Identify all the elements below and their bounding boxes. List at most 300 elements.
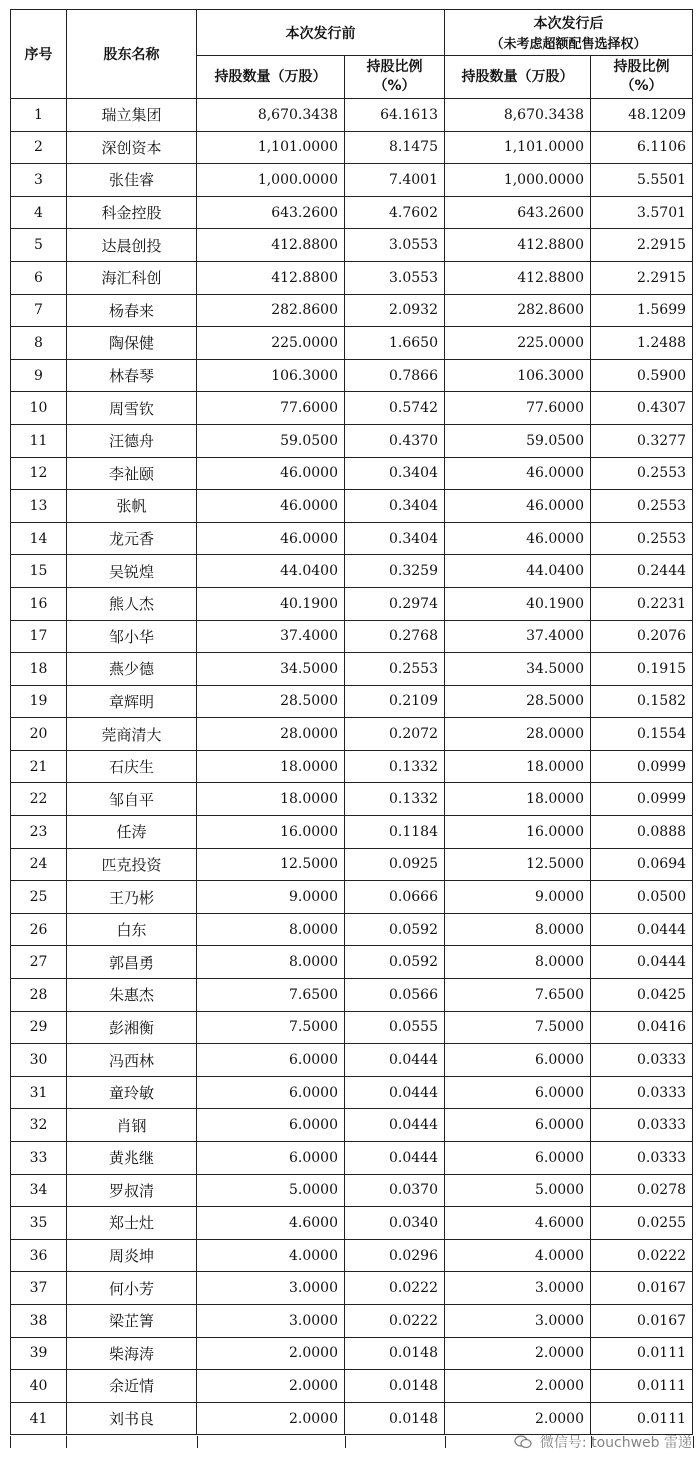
row-index: 35	[11, 1207, 67, 1240]
ratio-after: 0.2076	[591, 620, 693, 653]
shareholder-name: 龙元香	[67, 522, 197, 555]
shareholder-name: 郭昌勇	[67, 946, 197, 979]
table-row	[11, 196, 693, 229]
row-index: 30	[11, 1044, 67, 1077]
row-index: 24	[11, 848, 67, 881]
shareholder-name: 张佳睿	[67, 164, 197, 197]
table-row	[11, 1142, 693, 1175]
ratio-before: 1.6650	[345, 327, 445, 360]
ratio-after: 0.0416	[591, 1011, 693, 1044]
ratio-after: 0.0111	[591, 1402, 693, 1435]
shares-before: 643.2600	[197, 196, 345, 229]
watermark-brand: 雷递	[664, 1435, 692, 1451]
table-row	[11, 261, 693, 294]
table-row	[11, 1207, 693, 1240]
shareholder-name: 李祉颐	[67, 457, 197, 490]
shares-before: 8,670.3438	[197, 99, 345, 132]
table-row	[11, 946, 693, 979]
ratio-after: 1.5699	[591, 294, 693, 327]
shareholder-table	[10, 9, 693, 1435]
ratio-before: 0.0296	[345, 1239, 445, 1272]
shares-after: 37.4000	[445, 620, 591, 653]
shares-after: 18.0000	[445, 783, 591, 816]
header-ratio-line1: 持股比例	[366, 59, 423, 75]
table-row	[11, 164, 693, 197]
shares-after: 225.0000	[445, 327, 591, 360]
shares-after: 46.0000	[445, 522, 591, 555]
shareholder-name: 童玲敏	[67, 1076, 197, 1109]
shareholder-name: 石庆生	[67, 750, 197, 783]
row-index: 36	[11, 1239, 67, 1272]
ratio-before: 0.2768	[345, 620, 445, 653]
ratio-after: 0.4307	[591, 392, 693, 425]
shareholder-name: 周雪钦	[67, 392, 197, 425]
shares-before: 8.0000	[197, 913, 345, 946]
ratio-before: 3.0553	[345, 261, 445, 294]
shares-after: 59.0500	[445, 424, 591, 457]
ratio-before: 0.4370	[345, 424, 445, 457]
ratio-after: 6.1106	[591, 131, 693, 164]
row-index: 7	[11, 294, 67, 327]
row-index: 10	[11, 392, 67, 425]
row-index: 19	[11, 685, 67, 718]
shares-before: 1,000.0000	[197, 164, 345, 197]
ratio-before: 0.2553	[345, 653, 445, 686]
table-row	[11, 1272, 693, 1305]
watermark-text: 微信号: touchweb	[539, 1435, 660, 1451]
shares-after: 6.0000	[445, 1044, 591, 1077]
ratio-after: 0.0333	[591, 1109, 693, 1142]
shareholder-name: 邹自平	[67, 783, 197, 816]
ratio-after: 2.2915	[591, 261, 693, 294]
row-index: 29	[11, 1011, 67, 1044]
shares-before: 282.8600	[197, 294, 345, 327]
ratio-after: 0.0167	[591, 1272, 693, 1305]
shareholder-name: 彭湘衡	[67, 1011, 197, 1044]
row-index: 23	[11, 816, 67, 849]
header-shares-before: 持股数量（万股）	[197, 56, 345, 99]
shares-before: 412.8800	[197, 261, 345, 294]
table-row	[11, 392, 693, 425]
shares-before: 28.5000	[197, 685, 345, 718]
shares-before: 28.0000	[197, 718, 345, 751]
table-row	[11, 750, 693, 783]
ratio-after: 0.1554	[591, 718, 693, 751]
shareholder-name: 肖钢	[67, 1109, 197, 1142]
table-row	[11, 294, 693, 327]
table-row	[11, 1402, 693, 1435]
shareholder-name: 张帆	[67, 490, 197, 523]
shares-after: 40.1900	[445, 587, 591, 620]
table-body	[11, 99, 693, 1435]
ratio-before: 0.0566	[345, 979, 445, 1012]
ratio-before: 0.0555	[345, 1011, 445, 1044]
shares-before: 77.6000	[197, 392, 345, 425]
shares-after: 2.0000	[445, 1402, 591, 1435]
ratio-after: 0.2231	[591, 587, 693, 620]
table-row	[11, 1174, 693, 1207]
shares-after: 16.0000	[445, 816, 591, 849]
table-row	[11, 620, 693, 653]
ratio-after: 0.0167	[591, 1304, 693, 1337]
ratio-after: 0.0444	[591, 946, 693, 979]
table-row	[11, 1011, 693, 1044]
header-ratio-line2: （%）	[620, 78, 663, 94]
row-index: 1	[11, 99, 67, 132]
header-shares-after: 持股数量（万股）	[445, 56, 591, 99]
shares-before: 3.0000	[197, 1304, 345, 1337]
shares-before: 34.5000	[197, 653, 345, 686]
shareholder-name: 余近情	[67, 1370, 197, 1403]
shareholder-name: 瑞立集团	[67, 99, 197, 132]
shares-before: 40.1900	[197, 587, 345, 620]
ratio-after: 0.0999	[591, 750, 693, 783]
ratio-before: 0.0222	[345, 1272, 445, 1305]
shares-before: 8.0000	[197, 946, 345, 979]
row-index: 40	[11, 1370, 67, 1403]
row-index: 3	[11, 164, 67, 197]
table-row	[11, 424, 693, 457]
ratio-before: 0.0148	[345, 1370, 445, 1403]
row-index: 8	[11, 327, 67, 360]
ratio-after: 0.0111	[591, 1337, 693, 1370]
ratio-after: 0.0425	[591, 979, 693, 1012]
shares-after: 34.5000	[445, 653, 591, 686]
shares-after: 2.0000	[445, 1370, 591, 1403]
ratio-after: 2.2915	[591, 229, 693, 262]
table-row	[11, 848, 693, 881]
ratio-before: 0.1184	[345, 816, 445, 849]
table-row	[11, 718, 693, 751]
shareholder-name: 朱惠杰	[67, 979, 197, 1012]
shareholder-name: 周炎坤	[67, 1239, 197, 1272]
ratio-after: 0.0500	[591, 881, 693, 914]
shareholder-name: 深创资本	[67, 131, 197, 164]
table-row	[11, 881, 693, 914]
shares-after: 1,101.0000	[445, 131, 591, 164]
shares-after: 46.0000	[445, 457, 591, 490]
shareholder-name: 汪德舟	[67, 424, 197, 457]
shares-before: 3.0000	[197, 1272, 345, 1305]
shares-after: 7.6500	[445, 979, 591, 1012]
shareholder-name: 梁芷箐	[67, 1304, 197, 1337]
row-index: 32	[11, 1109, 67, 1142]
header-after-line2: （未考虑超额配售选择权）	[490, 37, 647, 52]
shares-after: 106.3000	[445, 359, 591, 392]
row-index: 33	[11, 1142, 67, 1175]
table-row	[11, 685, 693, 718]
ratio-after: 48.1209	[591, 99, 693, 132]
row-index: 4	[11, 196, 67, 229]
ratio-before: 0.2974	[345, 587, 445, 620]
table-row	[11, 1239, 693, 1272]
shares-after: 28.5000	[445, 685, 591, 718]
shareholder-name: 达晨创投	[67, 229, 197, 262]
row-index: 2	[11, 131, 67, 164]
row-index: 14	[11, 522, 67, 555]
ratio-before: 0.5742	[345, 392, 445, 425]
ratio-before: 0.7866	[345, 359, 445, 392]
shares-after: 282.8600	[445, 294, 591, 327]
table-row	[11, 359, 693, 392]
ratio-before: 0.0148	[345, 1402, 445, 1435]
ratio-before: 0.0222	[345, 1304, 445, 1337]
ratio-before: 0.0592	[345, 946, 445, 979]
ratio-before: 0.2109	[345, 685, 445, 718]
row-index: 22	[11, 783, 67, 816]
shareholder-name: 杨春来	[67, 294, 197, 327]
shareholder-name: 燕少德	[67, 653, 197, 686]
row-index: 11	[11, 424, 67, 457]
row-index: 41	[11, 1402, 67, 1435]
wechat-icon	[514, 1435, 532, 1449]
row-index: 28	[11, 979, 67, 1012]
row-index: 12	[11, 457, 67, 490]
table-row	[11, 653, 693, 686]
shares-before: 18.0000	[197, 783, 345, 816]
table-row	[11, 1076, 693, 1109]
table-row	[11, 1044, 693, 1077]
ratio-before: 0.3259	[345, 555, 445, 588]
shares-before: 7.6500	[197, 979, 345, 1012]
shares-before: 6.0000	[197, 1109, 345, 1142]
shares-after: 4.6000	[445, 1207, 591, 1240]
shares-before: 6.0000	[197, 1044, 345, 1077]
header-after	[445, 10, 693, 56]
row-index: 20	[11, 718, 67, 751]
table-row	[11, 131, 693, 164]
header-name: 股东名称	[67, 10, 197, 99]
header-ratio-line1: 持股比例	[613, 59, 670, 75]
shareholder-name: 匹克投资	[67, 848, 197, 881]
shares-before: 106.3000	[197, 359, 345, 392]
shareholder-name: 吴锐煌	[67, 555, 197, 588]
ratio-after: 0.0888	[591, 816, 693, 849]
table-row	[11, 1370, 693, 1403]
ratio-before: 7.4001	[345, 164, 445, 197]
ratio-after: 0.2553	[591, 490, 693, 523]
shares-before: 1,101.0000	[197, 131, 345, 164]
table-row	[11, 783, 693, 816]
ratio-after: 0.0333	[591, 1044, 693, 1077]
table-row	[11, 522, 693, 555]
shares-after: 18.0000	[445, 750, 591, 783]
ratio-before: 8.1475	[345, 131, 445, 164]
ratio-after: 0.3277	[591, 424, 693, 457]
header-row-top	[11, 10, 693, 56]
shareholder-name: 柴海涛	[67, 1337, 197, 1370]
shareholder-name: 任涛	[67, 816, 197, 849]
shares-before: 4.6000	[197, 1207, 345, 1240]
row-index: 27	[11, 946, 67, 979]
table-row	[11, 979, 693, 1012]
table-row	[11, 555, 693, 588]
shares-before: 7.5000	[197, 1011, 345, 1044]
shareholder-name: 王乃彬	[67, 881, 197, 914]
ratio-before: 4.7602	[345, 196, 445, 229]
shares-after: 77.6000	[445, 392, 591, 425]
shareholder-name: 熊人杰	[67, 587, 197, 620]
shareholder-name: 科金控股	[67, 196, 197, 229]
ratio-before: 0.0592	[345, 913, 445, 946]
shares-after: 643.2600	[445, 196, 591, 229]
shares-before: 412.8800	[197, 229, 345, 262]
shares-after: 8.0000	[445, 913, 591, 946]
ratio-before: 0.1332	[345, 783, 445, 816]
shares-after: 8,670.3438	[445, 99, 591, 132]
shares-before: 2.0000	[197, 1402, 345, 1435]
shares-after: 9.0000	[445, 881, 591, 914]
shares-before: 2.0000	[197, 1337, 345, 1370]
ratio-after: 0.0333	[591, 1076, 693, 1109]
shares-before: 12.5000	[197, 848, 345, 881]
watermark	[514, 1432, 692, 1452]
table-row	[11, 99, 693, 132]
ratio-before: 0.0666	[345, 881, 445, 914]
shareholder-name: 林春琴	[67, 359, 197, 392]
row-index: 25	[11, 881, 67, 914]
row-index: 16	[11, 587, 67, 620]
ratio-before: 0.0444	[345, 1109, 445, 1142]
ratio-after: 0.0444	[591, 913, 693, 946]
header-ratio-line2: （%）	[373, 78, 416, 94]
shares-before: 6.0000	[197, 1076, 345, 1109]
shareholder-name: 何小芳	[67, 1272, 197, 1305]
shares-after: 3.0000	[445, 1272, 591, 1305]
shares-after: 6.0000	[445, 1142, 591, 1175]
row-index: 39	[11, 1337, 67, 1370]
shares-after: 6.0000	[445, 1076, 591, 1109]
shares-after: 12.5000	[445, 848, 591, 881]
ratio-before: 0.0444	[345, 1044, 445, 1077]
ratio-after: 0.2444	[591, 555, 693, 588]
row-index: 34	[11, 1174, 67, 1207]
header-index: 序号	[11, 10, 67, 99]
row-index: 5	[11, 229, 67, 262]
ratio-before: 0.0370	[345, 1174, 445, 1207]
shareholder-name: 黄兆继	[67, 1142, 197, 1175]
row-index: 13	[11, 490, 67, 523]
ratio-after: 0.0278	[591, 1174, 693, 1207]
ratio-after: 0.0111	[591, 1370, 693, 1403]
shares-after: 8.0000	[445, 946, 591, 979]
header-after-line1: 本次发行后	[533, 16, 604, 32]
table-row	[11, 490, 693, 523]
row-index: 17	[11, 620, 67, 653]
shareholder-name: 郑士灶	[67, 1207, 197, 1240]
table-row	[11, 327, 693, 360]
ratio-after: 0.0222	[591, 1239, 693, 1272]
table-row	[11, 1337, 693, 1370]
shares-before: 4.0000	[197, 1239, 345, 1272]
shareholder-name: 白东	[67, 913, 197, 946]
shares-before: 6.0000	[197, 1142, 345, 1175]
shares-after: 3.0000	[445, 1304, 591, 1337]
ratio-after: 5.5501	[591, 164, 693, 197]
shares-before: 59.0500	[197, 424, 345, 457]
header-ratio-after	[591, 56, 693, 99]
row-index: 38	[11, 1304, 67, 1337]
shares-after: 6.0000	[445, 1109, 591, 1142]
shares-before: 46.0000	[197, 457, 345, 490]
shares-after: 46.0000	[445, 490, 591, 523]
shareholder-table-page	[10, 9, 692, 1435]
row-index: 31	[11, 1076, 67, 1109]
shares-before: 46.0000	[197, 490, 345, 523]
ratio-before: 64.1613	[345, 99, 445, 132]
row-index: 9	[11, 359, 67, 392]
ratio-before: 0.3404	[345, 490, 445, 523]
ratio-after: 3.5701	[591, 196, 693, 229]
table-row	[11, 913, 693, 946]
shares-before: 44.0400	[197, 555, 345, 588]
ratio-after: 0.0694	[591, 848, 693, 881]
row-index: 18	[11, 653, 67, 686]
ratio-before: 0.1332	[345, 750, 445, 783]
row-index: 21	[11, 750, 67, 783]
shareholder-name: 莞商清大	[67, 718, 197, 751]
row-index: 26	[11, 913, 67, 946]
row-index: 6	[11, 261, 67, 294]
ratio-before: 0.0444	[345, 1076, 445, 1109]
shares-after: 2.0000	[445, 1337, 591, 1370]
shareholder-name: 陶保健	[67, 327, 197, 360]
shareholder-name: 邹小华	[67, 620, 197, 653]
ratio-before: 2.0932	[345, 294, 445, 327]
shares-before: 46.0000	[197, 522, 345, 555]
shareholder-name: 海汇科创	[67, 261, 197, 294]
header-ratio-before	[345, 56, 445, 99]
shareholder-name: 冯西林	[67, 1044, 197, 1077]
ratio-after: 0.0255	[591, 1207, 693, 1240]
table-row	[11, 587, 693, 620]
shares-after: 4.0000	[445, 1239, 591, 1272]
ratio-before: 0.0925	[345, 848, 445, 881]
row-index: 15	[11, 555, 67, 588]
table-row	[11, 457, 693, 490]
shares-after: 28.0000	[445, 718, 591, 751]
ratio-before: 0.2072	[345, 718, 445, 751]
shares-before: 18.0000	[197, 750, 345, 783]
ratio-after: 0.5900	[591, 359, 693, 392]
ratio-before: 0.3404	[345, 522, 445, 555]
shares-before: 5.0000	[197, 1174, 345, 1207]
ratio-after: 0.2553	[591, 522, 693, 555]
shareholder-name: 章辉明	[67, 685, 197, 718]
ratio-after: 1.2488	[591, 327, 693, 360]
ratio-after: 0.1915	[591, 653, 693, 686]
shares-before: 9.0000	[197, 881, 345, 914]
ratio-before: 0.0444	[345, 1142, 445, 1175]
ratio-before: 0.0340	[345, 1207, 445, 1240]
shares-after: 5.0000	[445, 1174, 591, 1207]
ratio-before: 0.0148	[345, 1337, 445, 1370]
table-row	[11, 1304, 693, 1337]
shares-before: 37.4000	[197, 620, 345, 653]
shareholder-name: 刘书良	[67, 1402, 197, 1435]
shares-before: 225.0000	[197, 327, 345, 360]
shares-before: 16.0000	[197, 816, 345, 849]
row-index: 37	[11, 1272, 67, 1305]
shares-after: 44.0400	[445, 555, 591, 588]
ratio-after: 0.0333	[591, 1142, 693, 1175]
table-row	[11, 816, 693, 849]
shares-after: 1,000.0000	[445, 164, 591, 197]
ratio-after: 0.1582	[591, 685, 693, 718]
shares-after: 412.8800	[445, 229, 591, 262]
ratio-after: 0.0999	[591, 783, 693, 816]
shares-before: 2.0000	[197, 1370, 345, 1403]
